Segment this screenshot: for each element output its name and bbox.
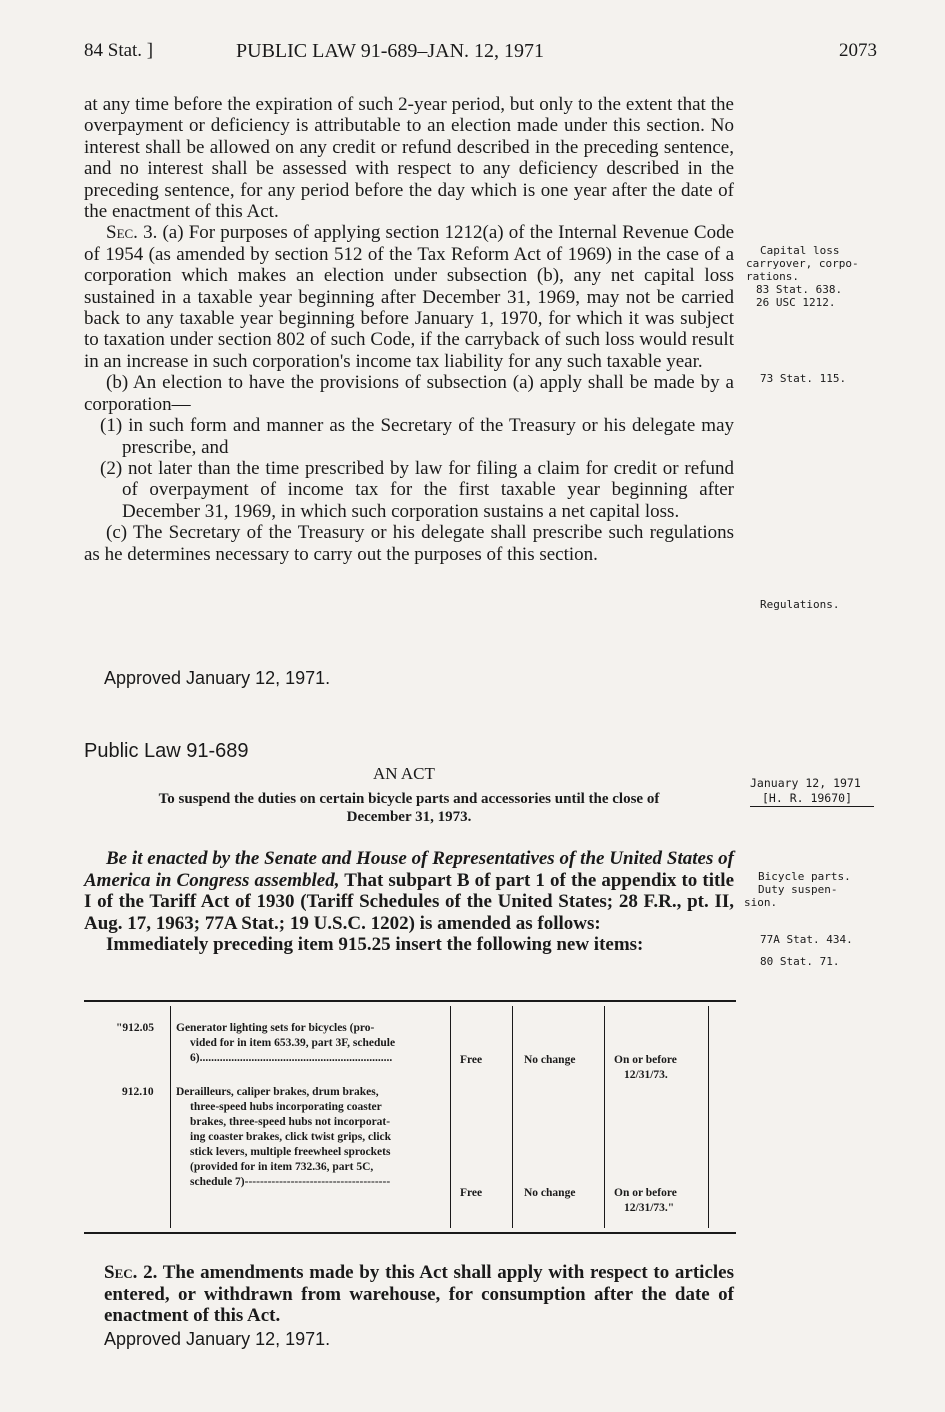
sec3-a [84,222,734,372]
sec2-paragraph [104,1262,734,1327]
description-line: three-speed hubs incorporating coaster [190,1101,382,1113]
rate-column-1: Free [460,1187,483,1199]
sec3-a-text: (a) For purposes of applying section 1212(a) of the Internal Revenue Code of 1954 (as amended by section 512 of the Tax Reform Act of 1969) in the case of a corporation which makes an election under subsection (b), any net capital loss sustained in a taxable year beginning after December 31, 1969, may not be carried back to any taxable year beginning before January 1, 1970, for which it was subject to taxation under section 802 of such Code, if the carryback of such loss would result in an increase in such corporation's income tax liability for any such taxable year. [84,222,735,372]
description-line: schedule 7)-------------------------------------- [190,1176,391,1188]
effective-period [614,1053,677,1083]
description-line: brakes, three-speed hubs not incorporat- [190,1116,391,1128]
margin-line: 26 USC 1212. [756,296,836,309]
description-line: ing coaster brakes, click twist grips, click [190,1131,392,1143]
margin-note-73-stat: 73 Stat. 115. [760,372,847,385]
paragraph-continuation: at any time before the expiration of such 2-year period, but only to the extent that the overpayment or deficiency is attributable to an election made under this section. No interest shall be allowed on any credit or refund described in the preceding sentence, and no interest shall be assessed with respect to any deficiency described in the preceding sentence, for any period before the day which is one year after the date of the enactment of this Act. [84,94,734,223]
effective-line: 12/31/73." [624,1202,675,1214]
margin-note-80-stat: 80 Stat. 71. [760,955,840,968]
column-divider [450,1006,451,1228]
effective-line: On or before [614,1187,677,1199]
sec2-text-block [104,1262,734,1327]
margin-note-regulations: Regulations. [760,598,840,611]
margin-note-date [750,776,874,807]
sec3-c: (c) The Secretary of the Treasury or his delegate shall prescribe such regulations as he determines necessary to carry out the purposes of this section. [84,522,734,565]
margin-line: 83 Stat. 638. [756,283,843,296]
margin-line: Duty suspen- [758,883,838,896]
effective-period [614,1186,677,1216]
description-line: stick levers, multiple freewheel sprockets [190,1146,391,1158]
rate-column-1: Free [460,1054,483,1066]
margin-line: sion. [744,896,778,909]
item-description [176,1085,446,1190]
immediately-paragraph: Immediately preceding item 915.25 insert the following new items: [106,934,644,955]
sec3-b1: (1) in such form and manner as the Secretary of the Treasury or his delegate may prescribe, and [100,415,734,458]
tariff-table [84,1000,736,1234]
description-line: vided for in item 653.39, part 3F, schedule [190,1037,396,1049]
header-title: PUBLIC LAW 91-689–JAN. 12, 1971 [236,40,545,62]
enacting-paragraph [84,848,734,934]
approved-date-2: Approved January 12, 1971. [104,1329,331,1349]
sec3-b2: (2) not later than the time prescribed by law for filing a claim for credit or refund of overpayment of income tax for the first taxable year beginning after December 31, 1969, in which such corporation sustains a net capital loss. [100,457,734,522]
act-title-line: December 31, 1973. [346,809,472,825]
enacting-rest: That subpart B of part 1 of the appendix to title I of the Tariff Act of 1930 (Tariff Schedules of the United States; 28 F.R., pt. II, Aug. 17, 1963; 77A Stat.; 19 U.S.C. 1202) is amended as follows: [84,869,735,934]
item-number: 912.10 [122,1086,154,1098]
sec3-b-intro: (b) An election to have the provisions of subsection (a) apply shall be made by a corporation— [84,372,734,415]
margin-note-capital-loss [746,244,859,309]
act-title-line: To suspend the duties on certain bicycle parts and accessories until the close of [158,791,660,807]
description-line: Generator lighting sets for bicycles (pro- [176,1022,375,1034]
description-line: Derailleurs, caliper brakes, drum brakes, [176,1086,379,1098]
section-text [84,94,734,565]
column-divider [170,1006,171,1228]
sec3-label: Sec. 3. [106,222,158,244]
act-title [84,790,734,826]
effective-line: 12/31/73. [624,1069,668,1081]
header-stat-ref: 84 Stat. ] [84,40,154,61]
margin-line: rations. [746,270,799,283]
margin-line: Bicycle parts. [758,870,851,883]
column-divider [708,1006,709,1228]
rate-column-2: No change [524,1187,576,1199]
page-number: 2073 [839,40,877,61]
rate-column-2: No change [524,1054,576,1066]
table-bottom-rule [84,1232,736,1234]
item-number: "912.05 [116,1022,155,1034]
enacting-italic: Be it enacted by the Senate and House of Representatives of the United States of America in Congress assembled, [84,848,734,891]
an-act-heading: AN ACT [373,764,435,783]
column-divider [604,1006,605,1228]
description-line: 6)................................................................... [190,1052,393,1064]
margin-line: Capital loss [760,244,840,257]
table-top-rule [84,1000,736,1002]
item-description [176,1021,446,1066]
margin-note-77a-stat: 77A Stat. 434. [760,933,853,946]
public-law-heading: Public Law 91-689 [84,740,249,762]
column-divider [512,1006,513,1228]
effective-line: On or before [614,1054,677,1066]
margin-note-bicycle [744,870,851,909]
margin-line: January 12, 1971 [750,776,861,790]
enacting-clause [84,848,734,956]
description-line: (provided for in item 732.36, part 5C, [190,1161,374,1173]
sec2-label: Sec. 2. [104,1262,158,1283]
sec2-text: The amendments made by this Act shall apply with respect to articles entered, or withdrawn from warehouse, for consumption after the date of enactment of this Act. [104,1262,734,1326]
margin-line: carryover, corpo- [746,257,859,270]
margin-line: [H. R. 19670] [750,791,874,807]
approved-date-1: Approved January 12, 1971. [104,668,331,688]
